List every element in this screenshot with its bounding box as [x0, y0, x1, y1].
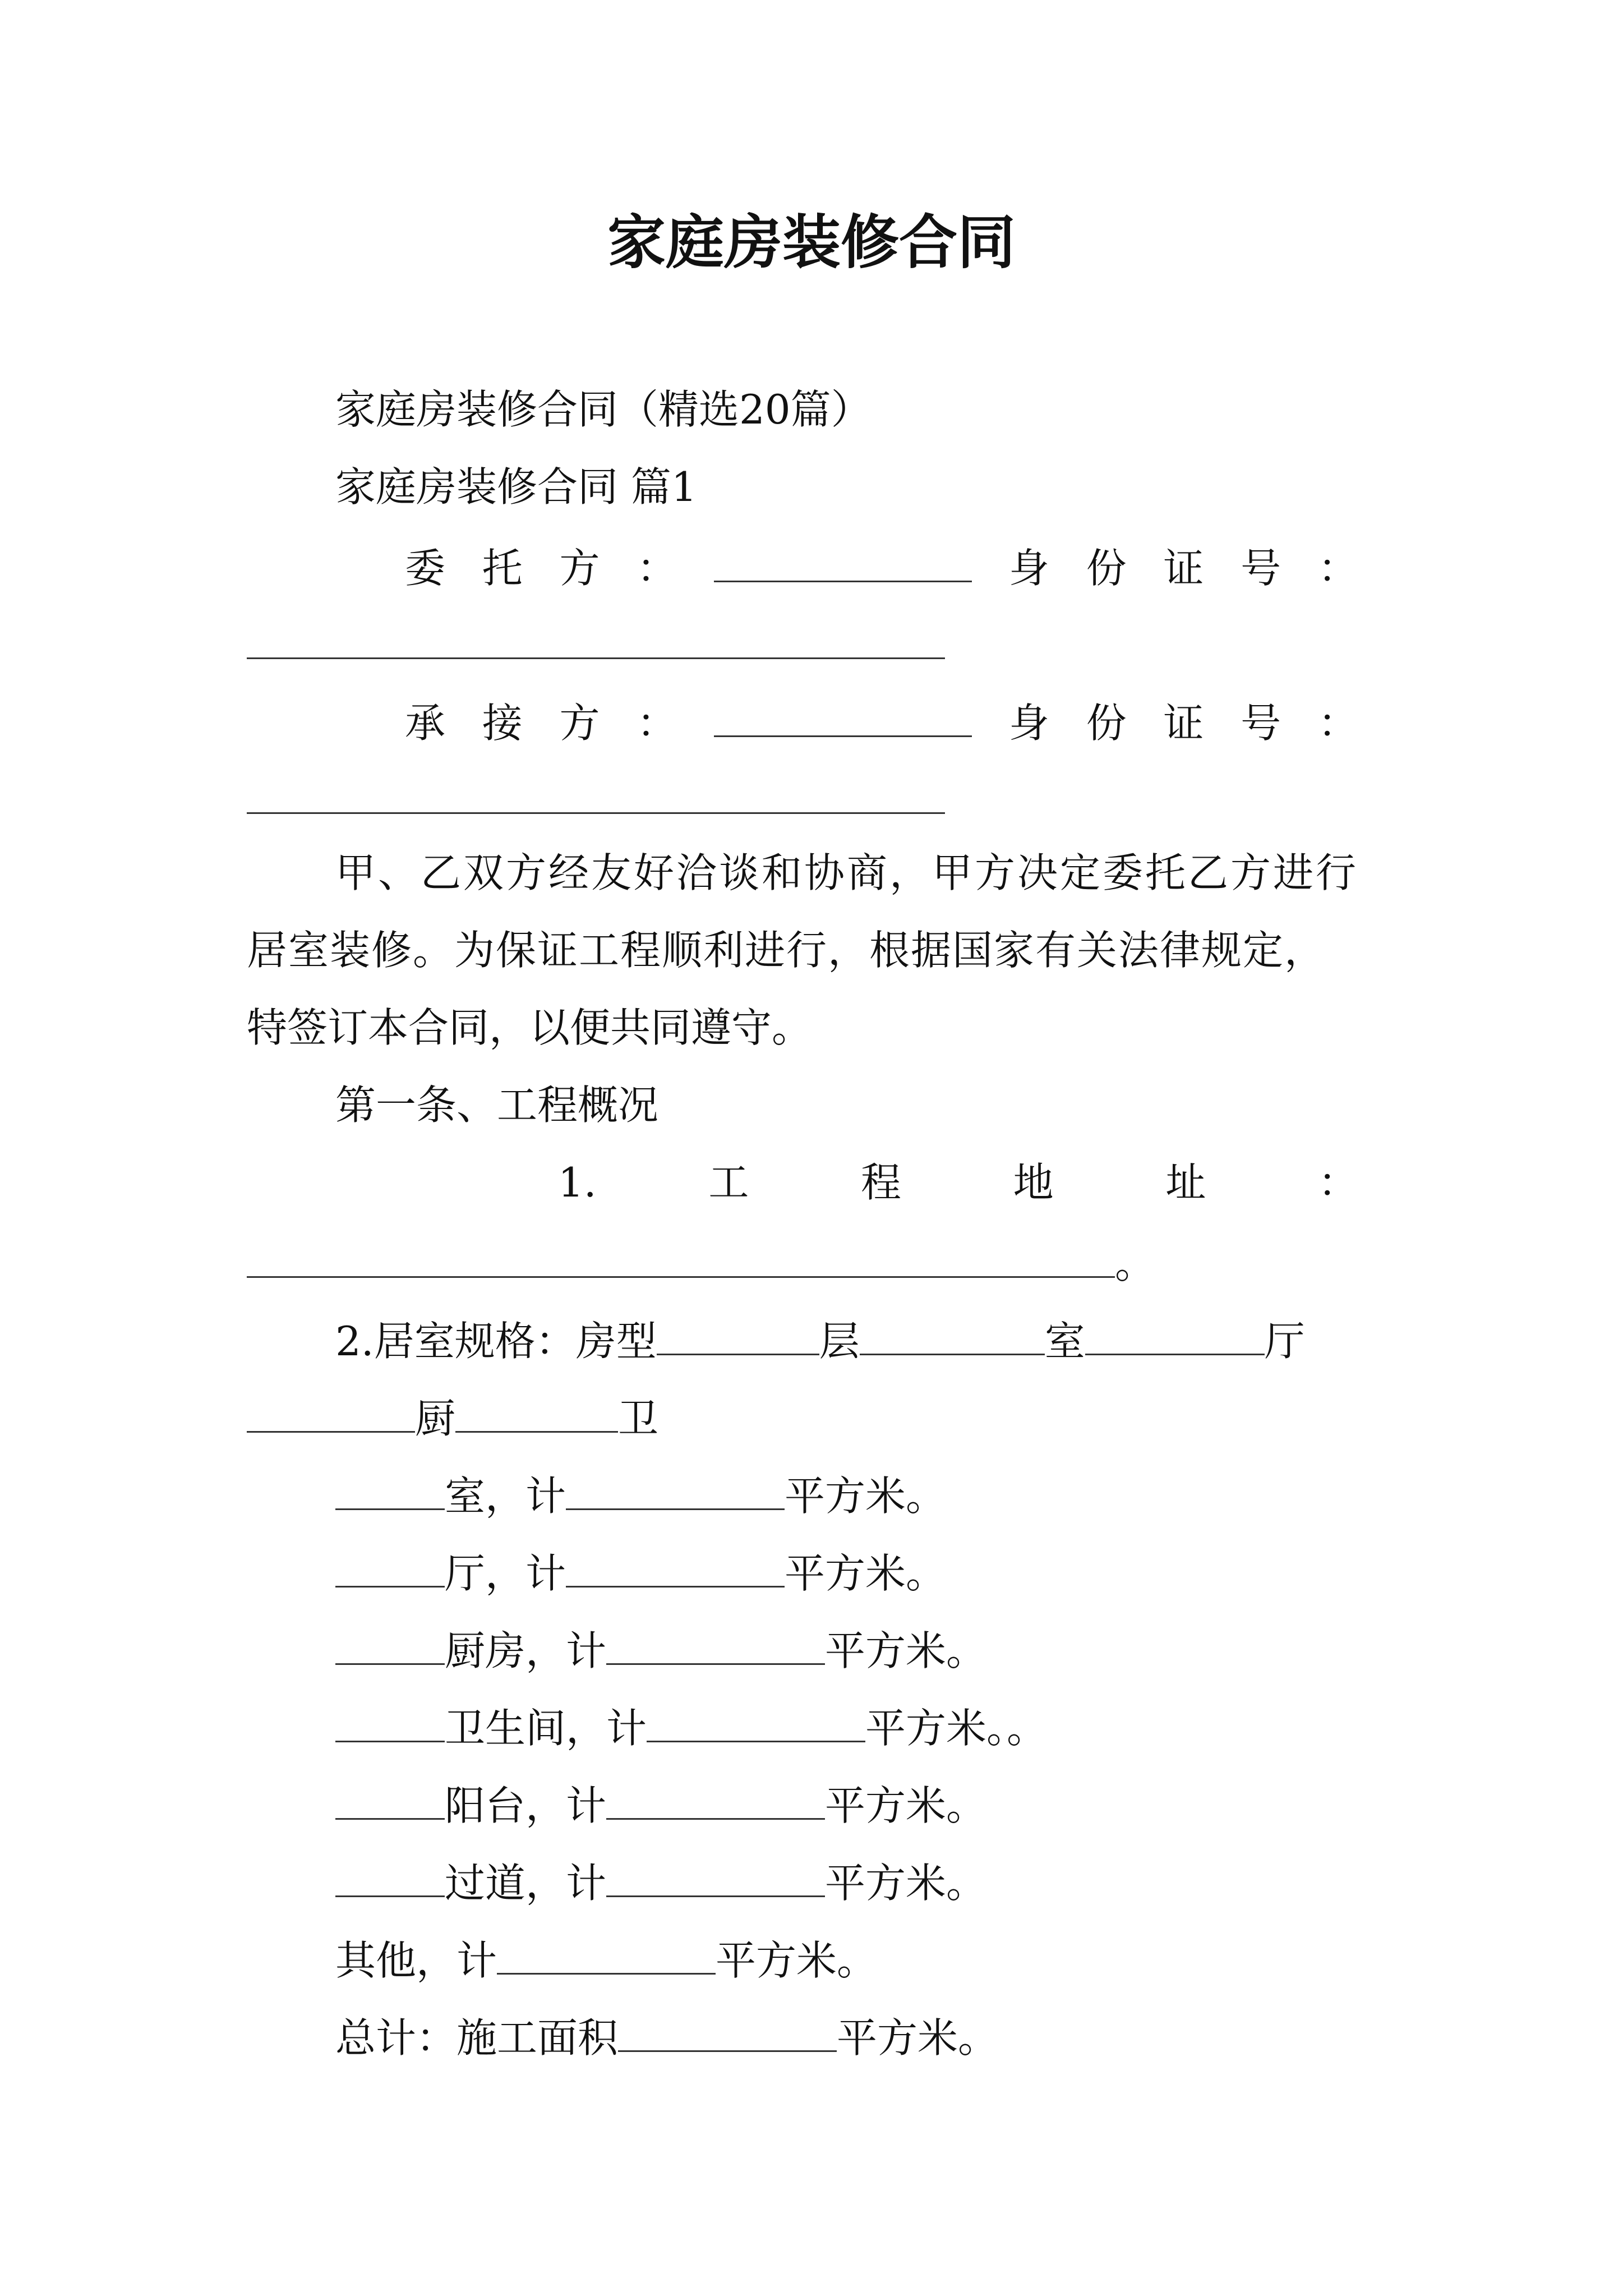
spec-floor-blank[interactable]: [860, 1317, 1045, 1355]
count-blank[interactable]: [335, 1782, 445, 1820]
other-area-line: 其他，计 平方米。: [335, 1936, 878, 1984]
area-item: 厨房，计 平方米。: [335, 1627, 986, 1671]
document-title: 家庭房装修合同: [607, 208, 1016, 277]
area-item: 厅，计 平方米。: [335, 1549, 946, 1594]
intro-line-2: 居室装修。为保证工程顺利进行，根据国家有关法律规定，: [247, 927, 1326, 974]
area-blank[interactable]: [606, 1782, 825, 1820]
total-area-blank[interactable]: [618, 2014, 837, 2052]
spec-line-2: 厨 卫: [247, 1395, 658, 1439]
count-blank[interactable]: [335, 1627, 445, 1665]
address-blank-line: 。: [247, 1240, 1155, 1284]
address-line: 1. 工 程 地 址 ：: [558, 1159, 1358, 1206]
spec-kitchen-blank[interactable]: [455, 1395, 618, 1433]
area-item: 室，计 平方米。: [335, 1472, 946, 1516]
area-blank[interactable]: [606, 1859, 825, 1897]
count-blank[interactable]: [335, 1704, 445, 1742]
other-area-blank[interactable]: [497, 1936, 716, 1975]
count-blank[interactable]: [335, 1859, 445, 1897]
area-blank[interactable]: [566, 1472, 785, 1510]
area-blank[interactable]: [647, 1704, 865, 1742]
intro-line-3: 特签订本合同，以便共同遵守。: [247, 1004, 813, 1051]
address-blank[interactable]: [247, 1240, 1115, 1278]
party-a-line: 委 托 方 ： 身 份 证 号 ：: [405, 544, 1358, 592]
article-1-heading: 第一条、工程概况: [335, 1082, 659, 1129]
count-blank[interactable]: [335, 1472, 445, 1510]
party-b-id-blank[interactable]: [247, 812, 945, 814]
spec-type-blank[interactable]: [657, 1317, 819, 1355]
spec-line-1: 2.居室规格：房型 层 室 厅: [335, 1317, 1305, 1365]
area-item: 过道，计 平方米。: [335, 1859, 986, 1903]
document-subtitle: 家庭房装修合同（精选20篇）: [335, 386, 872, 433]
area-item: 阳台，计 平方米。: [335, 1782, 986, 1826]
intro-line-1: 甲、乙双方经友好洽谈和协商，甲方决定委托乙方进行: [335, 849, 1359, 896]
count-blank[interactable]: [335, 1549, 445, 1588]
party-a-blank[interactable]: [714, 544, 972, 582]
spec-hall-blank[interactable]: [247, 1395, 415, 1433]
party-a-id-blank[interactable]: [247, 657, 945, 659]
party-b-blank[interactable]: [714, 699, 972, 737]
section-heading: 家庭房装修合同 篇1: [335, 463, 697, 510]
spec-room-blank[interactable]: [1085, 1317, 1265, 1355]
party-b-line: 承 接 方 ： 身 份 证 号 ：: [405, 699, 1358, 747]
area-item: 卫生间，计 平方米。。: [335, 1704, 1047, 1749]
total-area-line: 总计：施工面积 平方米。: [335, 2014, 999, 2062]
area-blank[interactable]: [606, 1627, 825, 1665]
area-blank[interactable]: [566, 1549, 785, 1588]
